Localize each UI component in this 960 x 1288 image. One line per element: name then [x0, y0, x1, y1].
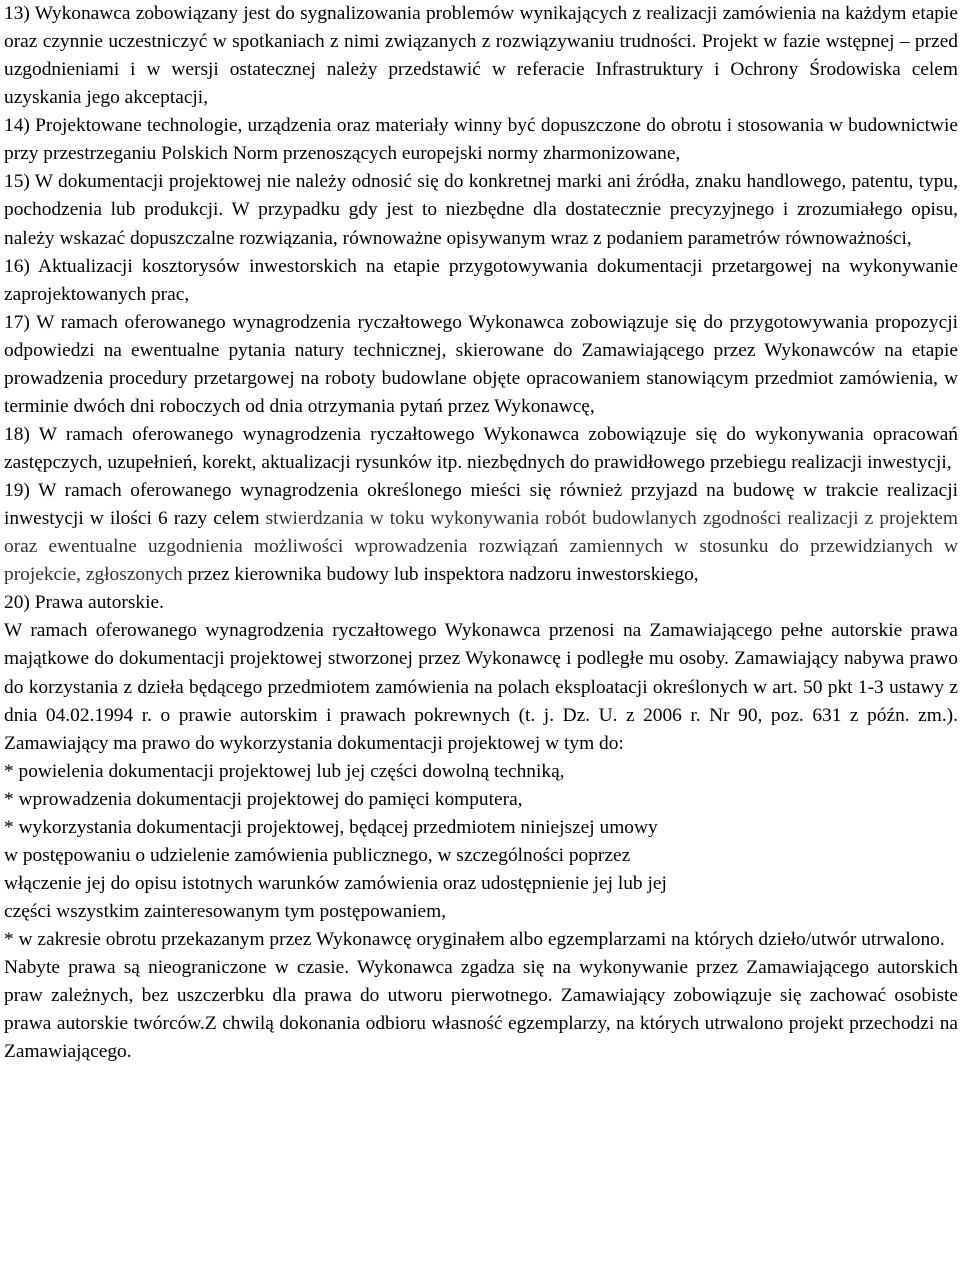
paragraph-19-part2: stwierdzania w toku wykonywania robót budowlanych zgodności realizacji z projektem oraz ewentualne uzgodnienia możliwości wprowadzenia rozwiązań zamiennych w stosunku do przewidzianych w projekcie, zgłoszonych	[4, 508, 958, 586]
paragraph-14: 14) Projektowane technologie, urządzenia oraz materiały winny być dopuszczone do obrotu i stosowania w budownictwie przy przestrzeganiu Polskich Norm przenoszących europejski normy zharmonizowane,	[4, 115, 958, 165]
paragraph-19	[4, 477, 958, 589]
paragraph-15-part2: W przypadku gdy jest to niezbędne dla dostatecznie precyzyjnego i zrozumiałego opisu, należy wskazać dopuszczalne rozwiązania, równoważne opisywanym wraz z podaniem parametrów równoważności,	[4, 199, 958, 249]
section-20-heading: 20) Prawa autorskie.	[4, 592, 164, 614]
bullet-procurement-line2: w postępowaniu o udzielenie zamówienia publicznego, w szczególności poprzez	[4, 844, 631, 866]
paragraph-15-part1: 15) W dokumentacji projektowej nie należy odnosić się do konkretnej marki ani źródła, znaku handlowego, patentu, typu, pochodzenia lub produkcji.	[4, 171, 958, 221]
paragraph-13-part2: Projekt w fazie wstępnej – przed uzgodnieniami i w wersji ostatecznej należy przedstawić w referacie Infrastruktury i Ochrony Środowiska celem uzyskania jego akceptacji,	[4, 31, 958, 109]
bullet-procurement-line3: włączenie jej do opisu istotnych warunków zamówienia oraz udostępnienie jej lub jej	[4, 872, 667, 894]
paragraph-18: 18) W ramach oferowanego wynagrodzenia ryczałtowego Wykonawca zobowiązuje się do wykonywania opracowań zastępczych, uzupełnień, korekt, aktualizacji rysunków itp. niezbędnych do prawidłowego przebiegu realizacji inwestycji,	[4, 423, 958, 473]
paragraph-13-part1: 13) Wykonawca zobowiązany jest do sygnalizowania problemów wynikających z realizacji zamówienia na każdym etapie oraz czynnie uczestniczyć w spotkaniach z nimi związanych z rozwiązywaniu trudności.	[4, 3, 958, 53]
paragraph-17: 17) W ramach oferowanego wynagrodzenia ryczałtowego Wykonawca zobowiązuje się do przygotowywania propozycji odpowiedzi na ewentualne pytania natury technicznej, skierowane do Zamawiającego przez Wykonawców na etapie prowadzenia procedury przetargowej na roboty budowlane objęte opracowaniem stanowiącym przedmiot zamówienia, w terminie dwóch dni roboczych od dnia otrzymania pytań przez Wykonawcę,	[4, 311, 958, 417]
paragraph-19-part1: 19) W ramach oferowanego wynagrodzenia określonego mieści się również przyjazd na budowę w trakcie realizacji inwestycji w ilości 6 razy celem	[4, 480, 958, 530]
bullet-procurement-line4: części wszystkim zainteresowanym tym postępowaniem,	[4, 901, 447, 922]
bullet-copying: * powielenia dokumentacji projektowej lub jej części dowolną techniką,	[4, 760, 565, 782]
paragraph-13	[4, 0, 958, 112]
bullet-procurement-line1: * wykorzystania dokumentacji projektowej, będącej przedmiotem niniejszej umowy	[4, 816, 658, 838]
paragraph-16: 16) Aktualizacji kosztorysów inwestorskich na etapie przygotowywania dokumentacji przetargowej na wykonywanie zaprojektowanych prac,	[4, 255, 958, 305]
bullet-computer-memory: * wprowadzenia dokumentacji projektowej do pamięci komputera,	[4, 788, 523, 810]
paragraph-19-part3: przez kierownika budowy lub inspektora nadzoru inwestorskiego,	[182, 564, 699, 586]
paragraph-15	[4, 168, 958, 252]
paragraph-20-body: W ramach oferowanego wynagrodzenia ryczałtowego Wykonawca przenosi na Zamawiającego pełne autorskie prawa majątkowe do dokumentacji projektowej stworzonej przez Wykonawcę i podległe mu osoby. Zamawiający nabywa prawo do korzystania z dzieła będącego przedmiotem zamówienia na polach eksploatacji określonych w art. 50 pkt 1-3 ustawy z dnia 04.02.1994 r. o prawie autorskim i prawach pokrewnych (t. j. Dz. U. z 2006 r. Nr 90, poz. 631 z późn. zm.). Zamawiający ma prawo do wykorzystania dokumentacji projektowej w tym do:	[4, 620, 958, 754]
bullet-trading: * w zakresie obrotu przekazanym przez Wykonawcę oryginałem albo egzemplarzami na których dzieło/utwór utrwalono.	[4, 929, 945, 951]
paragraph-final: Nabyte prawa są nieograniczone w czasie. Wykonawca zgadza się na wykonywanie przez Zamawiającego autorskich praw zależnych, bez uszczerbku dla prawa do utworu pierwotnego. Zamawiający zobowiązuje się zachować osobiste prawa autorskie twórców.Z chwilą dokonania odbioru własność egzemplarzy, na których utrwalono projekt przechodzi na Zamawiającego.	[4, 957, 958, 1063]
